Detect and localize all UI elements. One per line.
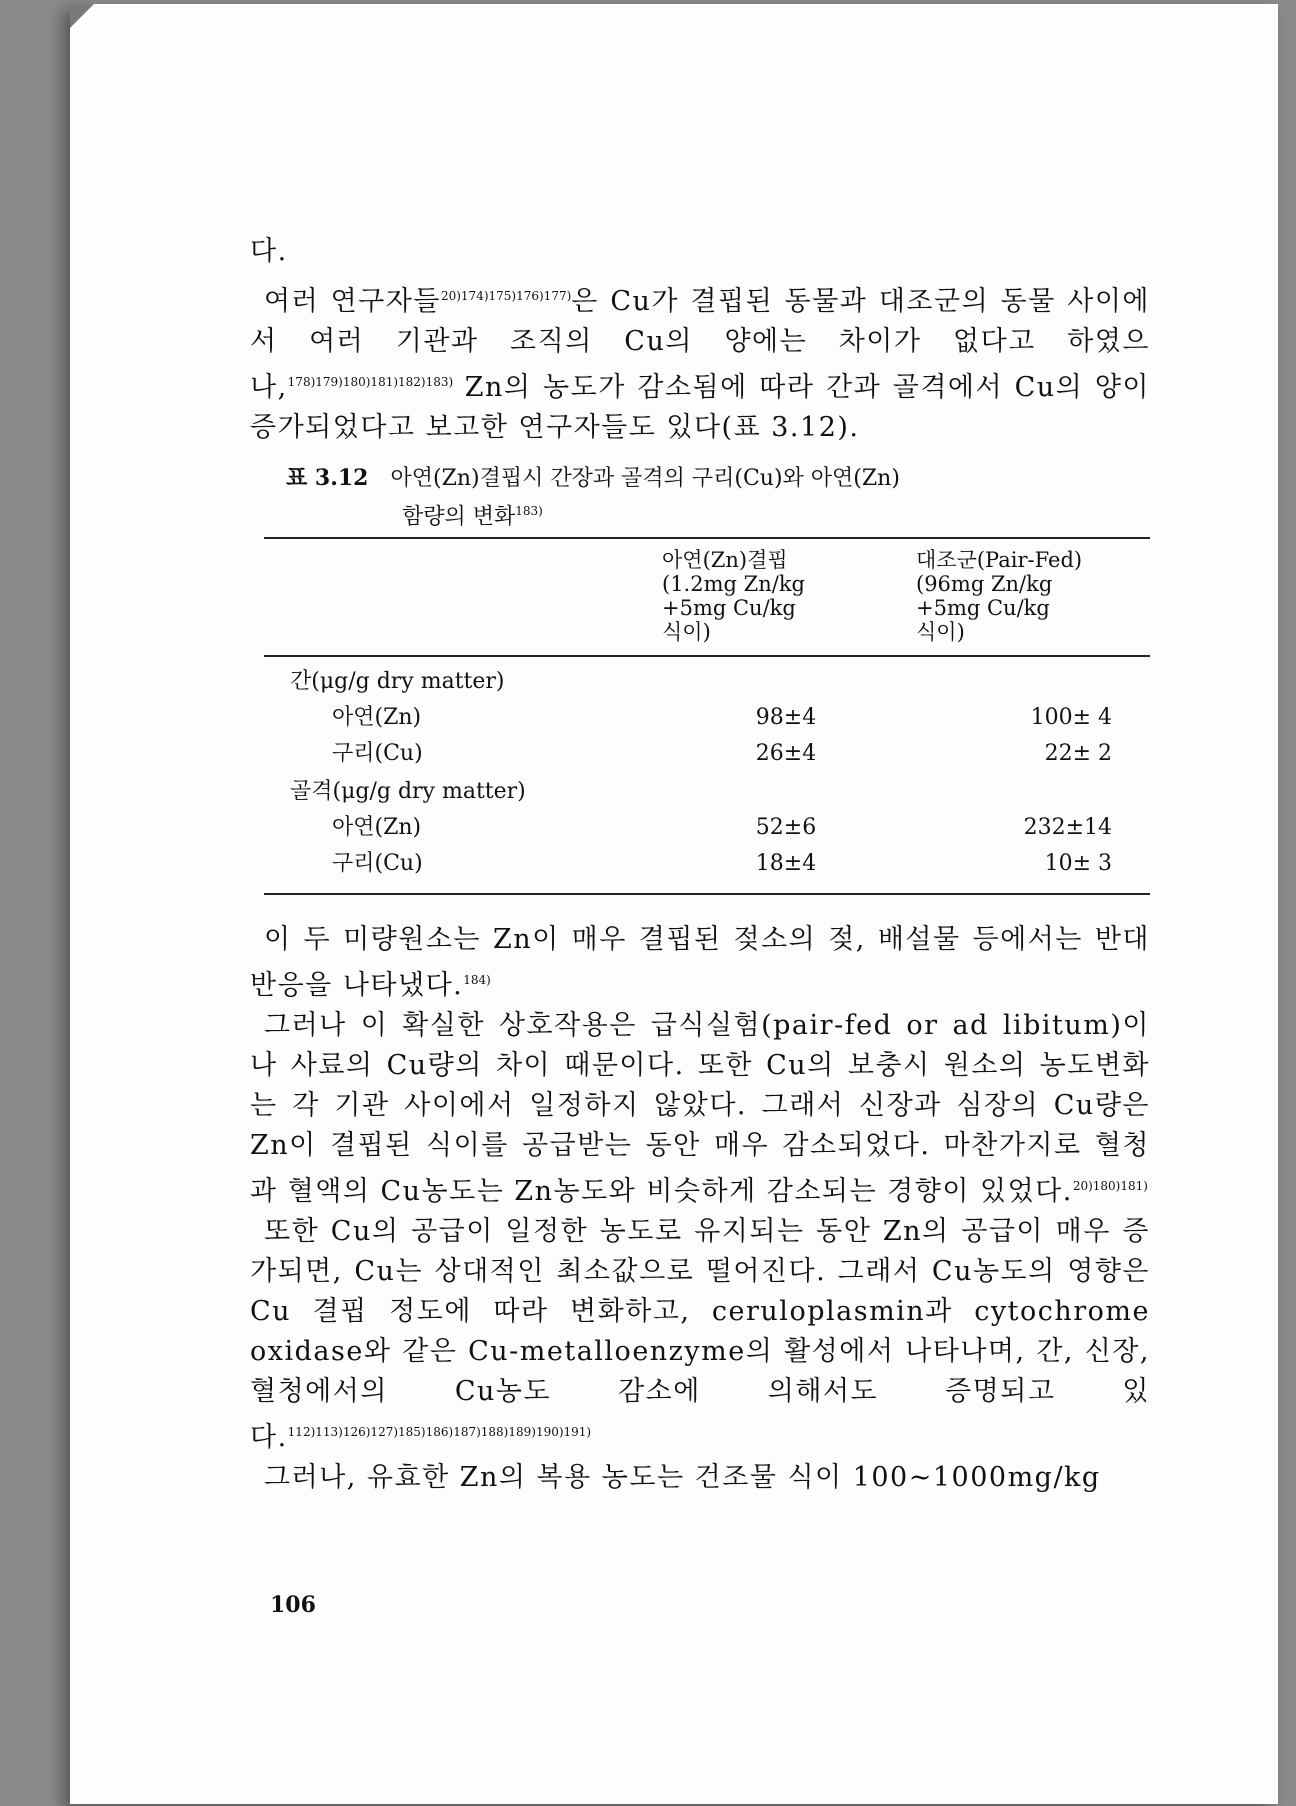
table-row: 골격(μg/g dry matter)	[290, 779, 526, 804]
table-header-rule	[264, 655, 1150, 657]
table-bottom-rule	[264, 893, 1150, 895]
body-text-intro	[250, 276, 1150, 448]
paragraph-intro: 여러 연구자들$^{20)174)175)176)177)}$은 Cu가 결핍된 동물과 대조군의 동물 사이에서 여러 기관과 조직의 Cu의 양에는 차이가 없다고 하였으나,$^{178)179)180)181)182)183)}$ Zn의 농도가 감소됨에 따라 간과 골격에서 Cu의 양이 증가되었다고 보고한 연구자들도 있다(표 3.12).	[250, 286, 1151, 443]
paragraph: 그러나, 유효한 Zn의 복용 농도는 건조물 식이 100∼1000mg/kg	[264, 1462, 1101, 1493]
footnote-refs: 178)179)180)181)182)183)	[287, 375, 454, 389]
table-label: 표 3.12	[286, 465, 369, 491]
table-header-control: 대조군(Pair-Fed) (96mg Zn/kg +5mg Cu/kg 식이)	[916, 548, 1083, 644]
book-page	[70, 4, 1278, 1804]
page-number: 106	[270, 1592, 316, 1618]
table-row: 구리(Cu) 18±4 10± 3	[332, 851, 1112, 876]
footnote-refs: 20)180)181)	[1072, 1179, 1148, 1193]
page-corner	[70, 4, 94, 28]
paragraph: 이 두 미량원소는 Zn이 매우 결핍된 젖소의 젖, 배설물 등에서는 반대 반응을 나타냈다.$^{184)}$	[250, 924, 1150, 1001]
footnote-refs: 184)	[463, 973, 491, 987]
paragraph: 그러나 이 확실한 상호작용은 급식실험(pair-fed or ad libitum)이나 사료의 Cu량의 차이 때문이다. 또한 Cu의 보충시 원소의 농도변화는 각 기관 사이에서 일정하지 않았다. 그래서 신장과 심장의 Cu량은 Zn이 결핍된 식이를 공급받는 동안 매우 감소되었다. 마찬가지로 혈청과 혈액의 Cu농도는 Zn농도와 비슷하게 감소되는 경향이 있었다.$^{20)180)181)}$	[250, 1010, 1150, 1207]
table-row: 간(μg/g dry matter)	[290, 669, 505, 694]
table-caption: 표 3.12 아연(Zn)결핍시 간장과 골격의 구리(Cu)와 아연(Zn) 함량의 변화$^{183)}$	[286, 465, 900, 530]
table-header-zn-deficient: 아연(Zn)결핍 (1.2mg Zn/kg +5mg Cu/kg 식이)	[662, 548, 805, 644]
table-row: 아연(Zn) 52±6 232±14	[332, 815, 1112, 840]
body-text-top	[250, 232, 1150, 272]
footnote-refs: 112)113)126)127)185)186)187)188)189)190)191)	[287, 1425, 592, 1439]
paragraph: 또한 Cu의 공급이 일정한 농도로 유지되는 동안 Zn의 공급이 매우 증가되면, Cu는 상대적인 최소값으로 떨어진다. 그래서 Cu농도의 영향은 Cu 결핍 정도에 따라 변화하고, ceruloplasmin과 cytochrome oxidase와 같은 Cu-metalloenzyme의 활성에서 나타나며, 간, 신장, 혈청에서의 Cu농도 감소에 의해서도 증명되고 있다.$^{112)113)126)127)185)186)187)188)189)190)191)}$	[250, 1216, 1150, 1453]
table-row: 구리(Cu) 26±4 22± 2	[332, 741, 1112, 766]
table-row: 아연(Zn) 98±4 100± 4	[332, 705, 1112, 730]
footnote-refs: 20)174)175)176)177)	[440, 289, 572, 303]
paragraph-continuation: 다.	[250, 236, 288, 267]
table-top-rule	[264, 537, 1150, 539]
body-text-bottom	[250, 920, 1150, 1498]
